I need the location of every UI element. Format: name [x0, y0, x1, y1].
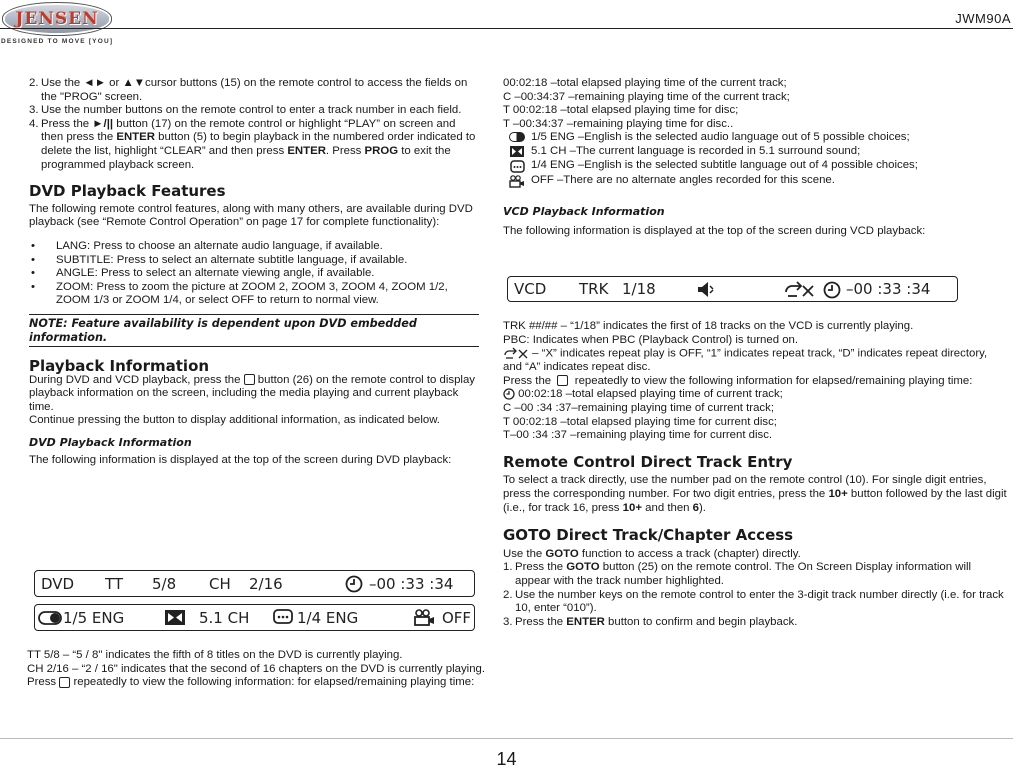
osd-time: –00 :33 :34 — [846, 280, 931, 298]
osd-trk-value: 1/18 — [622, 280, 656, 298]
vcd-time-line: 00:02:18 –total elapsed playing time of current track; — [503, 388, 1008, 402]
dvd-playback-info-intro: The following information is displayed at the top of the screen during DVD playback: — [29, 453, 452, 466]
dvd-features-intro: The following remote control features, along with many others, are available during DVD playback (see “Remote Control Operation” on page 17 for complete functionality): — [29, 202, 473, 229]
list-item: • LANG: Press to choose an alternate audio language, if available. — [29, 240, 479, 254]
pbc-explanation: PBC: Indicates when PBC (Playback Control) is turned on. — [503, 333, 799, 346]
osd-dvd-label: DVD — [41, 574, 75, 593]
left-column-bottom — [27, 649, 492, 690]
playback-info-heading: Playback Information — [29, 357, 210, 376]
goto-step-2: 2. Use the number keys on the remote control to enter the 3-digit track number directly (i.e. for track 10, enter “010”). — [503, 588, 1004, 615]
display-button-icon — [557, 375, 568, 386]
playback-info-p1: During DVD and VCD playback, press the button (26) on the remote control to display playback information on the screen, including the media playing and current playback time. — [29, 373, 475, 413]
goto-step-1: 1. Press the GOTO button (25) on the remote control. The On Screen Display information will appear with the track number highlighted. — [503, 561, 972, 588]
footer-rule — [0, 738, 1013, 739]
left-column — [29, 77, 479, 467]
list-item: • ANGLE: Press to select an alternate viewing angle, if available. — [29, 267, 479, 281]
tt-explanation: TT 5/8 – “5 / 8" indicates the fifth of 8 titles on the DVD is currently playing. — [27, 649, 403, 661]
brand-tagline: DESIGNED TO MOVE [YOU] — [1, 38, 114, 45]
list-item: • ZOOM: Press to zoom the picture at ZOOM 2, ZOOM 3, ZOOM 4, ZOOM 1/2, ZOOM 1/3 or ZOOM 1/4, or select OFF to return to normal view. — [29, 281, 479, 308]
dvd-features-heading: DVD Playback Features — [29, 182, 226, 201]
osd-tt-label: TT — [105, 574, 124, 593]
osd-time: –00 :33 :34 — [369, 574, 454, 593]
right-column — [503, 77, 1008, 239]
ch-explanation: CH 2/16 – “2 / 16" indicates that the second of 16 chapters on the DVD is currently playing. — [27, 662, 486, 675]
dvd-features-list — [29, 240, 479, 308]
header-rule — [0, 28, 1013, 29]
clock-icon — [345, 575, 363, 593]
playback-info-p2: Continue pressing the button to display additional information, as indicated below. — [29, 414, 440, 427]
vcd-time-line: C –00 :34 :37–remaining playing time of current track; — [503, 402, 774, 415]
surround-sound-icon — [510, 146, 524, 157]
step-3: 3. Use the number buttons on the remote control to enter a track number in each field. — [29, 104, 462, 117]
repeat-icon — [783, 280, 815, 299]
time-line: T –00:34:37 –remaining playing time for disc.. — [503, 117, 734, 130]
subtitle-icon — [273, 609, 293, 626]
osd-ch-label: CH — [209, 574, 231, 593]
surround-sound-icon — [165, 610, 185, 625]
display-button-icon — [59, 677, 70, 688]
osd-subtitle: 1/4 ENG — [297, 608, 359, 627]
feature-note: NOTE: Feature availability is dependent upon DVD embedded information. — [29, 314, 479, 347]
dvd-playback-info-subheading: DVD Playback Information — [29, 436, 192, 450]
osd-audio: 1/5 ENG — [63, 608, 125, 627]
vcd-time-line: T 00:02:18 –total elapsed playing time for current disc; — [503, 415, 777, 428]
vcd-playback-info-subheading: VCD Playback Information — [503, 204, 665, 218]
right-column-middle — [503, 320, 1008, 629]
page-number: 14 — [496, 749, 517, 769]
time-line: T 00:02:18 –total elapsed playing time for disc; — [503, 104, 739, 117]
osd-angle: OFF — [442, 608, 472, 627]
vcd-time-line: T–00 :34 :37 –remaining playing time for current disc. — [503, 429, 773, 442]
dvd-osd-row-2 — [34, 604, 475, 631]
list-item: • SUBTITLE: Press to select an alternate subtitle language, if available. — [29, 254, 479, 268]
time-line: C –00:34:37 –remaining playing time of the current track; — [503, 90, 790, 103]
icon-line-angle: OFF –There are no alternate angles recorded for this scene. — [503, 174, 1008, 188]
goto-step-3: 3. Press the ENTER button to confirm and begin playback. — [503, 615, 798, 628]
icon-line-sound: 5.1 CH –The current language is recorded in 5.1 surround sound; — [503, 145, 1008, 159]
goto-intro: Use the GOTO function to access a track (chapter) directly. — [503, 547, 801, 560]
vcd-playback-intro: The following information is displayed at the top of the screen during VCD playback: — [503, 225, 926, 238]
audio-language-icon — [38, 611, 62, 625]
model-number: JWM90A — [955, 11, 1011, 26]
clock-icon — [503, 388, 515, 400]
osd-trk-label: TRK — [579, 280, 609, 298]
osd-sound: 5.1 CH — [199, 608, 250, 627]
goto-heading: GOTO Direct Track/Chapter Access — [503, 526, 794, 545]
step-2: 2. Use the ◄► or ▲▼cursor buttons (15) on the remote control to access the fields on the "PROG" screen. — [29, 77, 468, 103]
repeat-explanation: – “X” indicates repeat play is OFF, “1” indicates repeat track, “D” indicates repeat directory, and “A” indicates repeat disc. — [503, 347, 988, 374]
dvd-osd-row-1 — [34, 570, 475, 597]
icon-line-subtitle: 1/4 ENG –English is the selected subtitle language out of 4 possible choices; — [503, 159, 1008, 174]
camera-angle-icon — [509, 175, 525, 188]
time-line: 00:02:18 –total elapsed playing time of the current track; — [503, 77, 787, 89]
osd-vcd-label: VCD — [514, 280, 547, 298]
icon-line-audio: 1/5 ENG –English is the selected audio language out of 5 possible choices; — [503, 131, 1008, 145]
press-repeat-text: Press repeatedly to view the following information: for elapsed/remaining playing time: — [27, 676, 475, 689]
jensen-logo — [2, 2, 112, 36]
subtitle-icon — [510, 160, 525, 174]
osd-tt-value: 5/8 — [152, 574, 177, 593]
press-repeat-text: Press the repeatedly to view the following information for elapsed/remaining playing time: — [503, 374, 973, 387]
direct-track-heading: Remote Control Direct Track Entry — [503, 452, 793, 471]
display-button-icon — [244, 374, 255, 385]
brand-name: JENSEN — [15, 9, 99, 29]
audio-language-icon — [509, 132, 525, 142]
pbc-icon — [696, 281, 714, 298]
step-4: 4. Press the ►/|| button (17) on the remote control or highlight “PLAY” on screen and then press the ENTER button (5) to begin playback in the numbered order indicated to delete the list, highlight “CLEAR” and then press ENTER. Press PROG to exit the programmed playback screen. — [29, 117, 476, 171]
repeat-icon — [503, 347, 529, 360]
trk-explanation: TRK ##/## – “1/18” indicates the first of 18 tracks on the VCD is currently playing. — [503, 320, 914, 332]
osd-ch-value: 2/16 — [249, 574, 283, 593]
clock-icon — [823, 281, 841, 299]
direct-track-text: To select a track directly, use the number pad on the remote control (10). For single digit entries, press the corresponding number. For two digit entries, press the 10+ button followed by the last digit (i.e., for track 16, press 10+ and then 6). — [503, 474, 1007, 514]
camera-angle-icon — [413, 609, 437, 627]
vcd-osd — [507, 276, 958, 302]
